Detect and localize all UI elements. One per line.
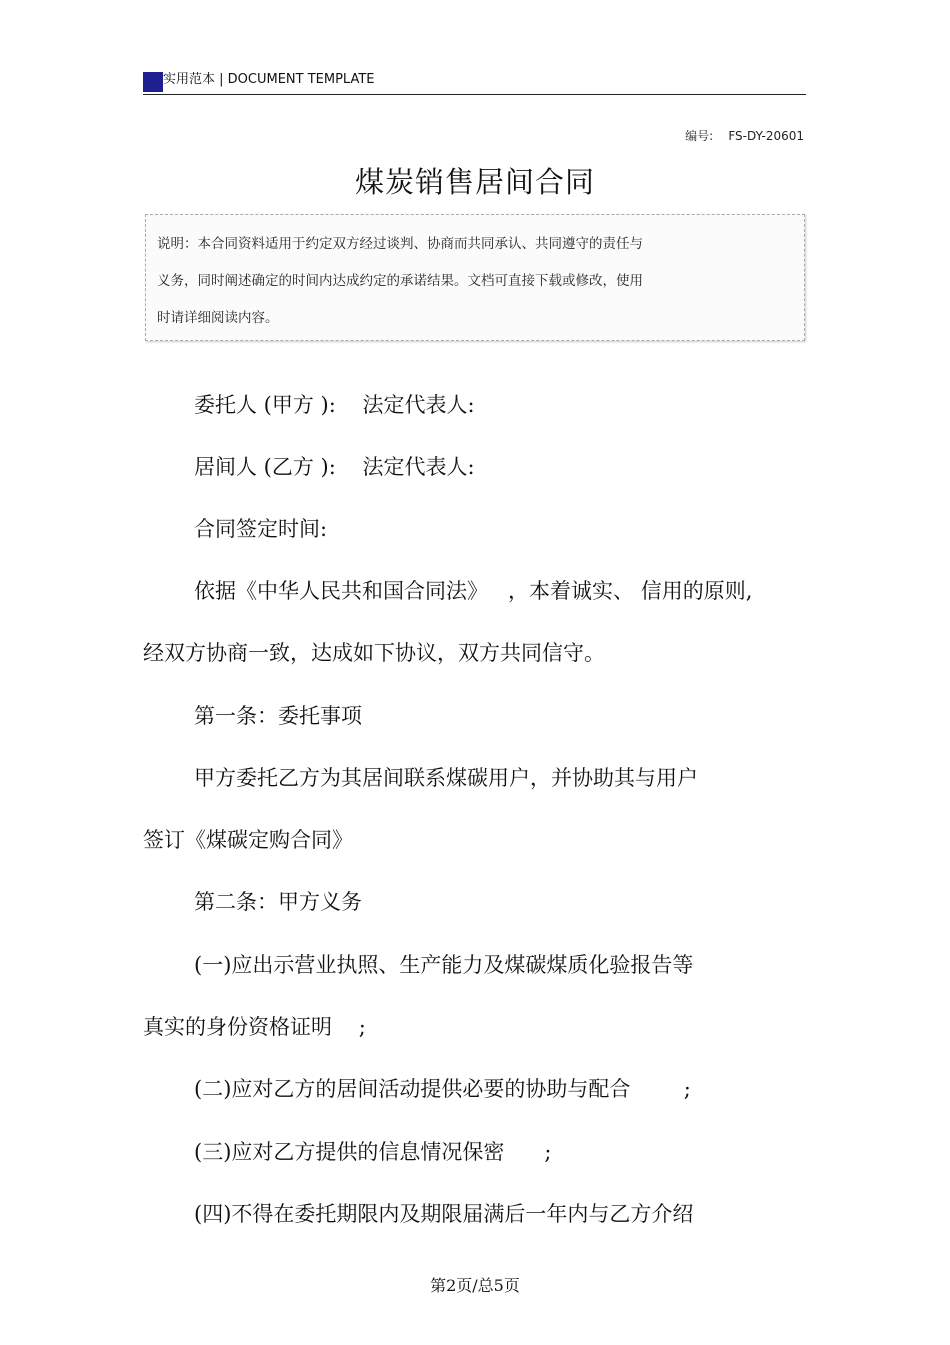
body-line: 依据《中华人民共和国合同法》 ，本着诚实、 信用的原则,: [194, 579, 753, 603]
template-logo-icon: [143, 72, 163, 92]
body-line: (一)应出示营业执照、生产能力及煤碳煤质化验报告等: [194, 953, 694, 977]
document-header: [143, 68, 806, 95]
description-box: [145, 214, 805, 341]
description-line: 时请详细阅读内容。: [157, 310, 279, 326]
body-line: 委托人 (甲方 ): 法定代表人:: [194, 393, 475, 417]
body-line: 居间人 (乙方 ): 法定代表人:: [194, 455, 475, 479]
body-line: 甲方委托乙方为其居间联系煤碳用户，并协助其与用户: [194, 766, 698, 790]
description-line: 说明：本合同资料适用于约定双方经过谈判、协商而共同承认、共同遵守的责任与: [157, 236, 643, 252]
body-line: (四)不得在委托期限内及期限届满后一年内与乙方介绍: [194, 1202, 694, 1226]
page-title: 煤炭销售居间合同: [354, 165, 595, 199]
section-heading: 第一条：委托事项: [194, 704, 362, 728]
header-label: 实用范本 | DOCUMENT TEMPLATE: [163, 72, 375, 87]
body-line: (二)应对乙方的居间活动提供必要的协助与配合 ;: [194, 1077, 691, 1101]
body-line: (三)应对乙方提供的信息情况保密 ;: [194, 1140, 552, 1164]
body-line: 签订《煤碳定购合同》: [143, 828, 353, 852]
description-line: 义务，同时阐述确定的时间内达成约定的承诺结果。文档可直接下载或修改，使用: [157, 273, 643, 289]
body-line: 经双方协商一致，达成如下协议，双方共同信守。: [143, 641, 605, 665]
section-heading: 第二条：甲方义务: [194, 890, 362, 914]
page-counter: 第2页/总5页: [430, 1276, 520, 1295]
body-line: 合同签定时间:: [194, 517, 328, 541]
body-line: 真实的身份资格证明 ;: [143, 1015, 366, 1039]
document-number: 编号: FS-DY-20601: [685, 129, 804, 143]
